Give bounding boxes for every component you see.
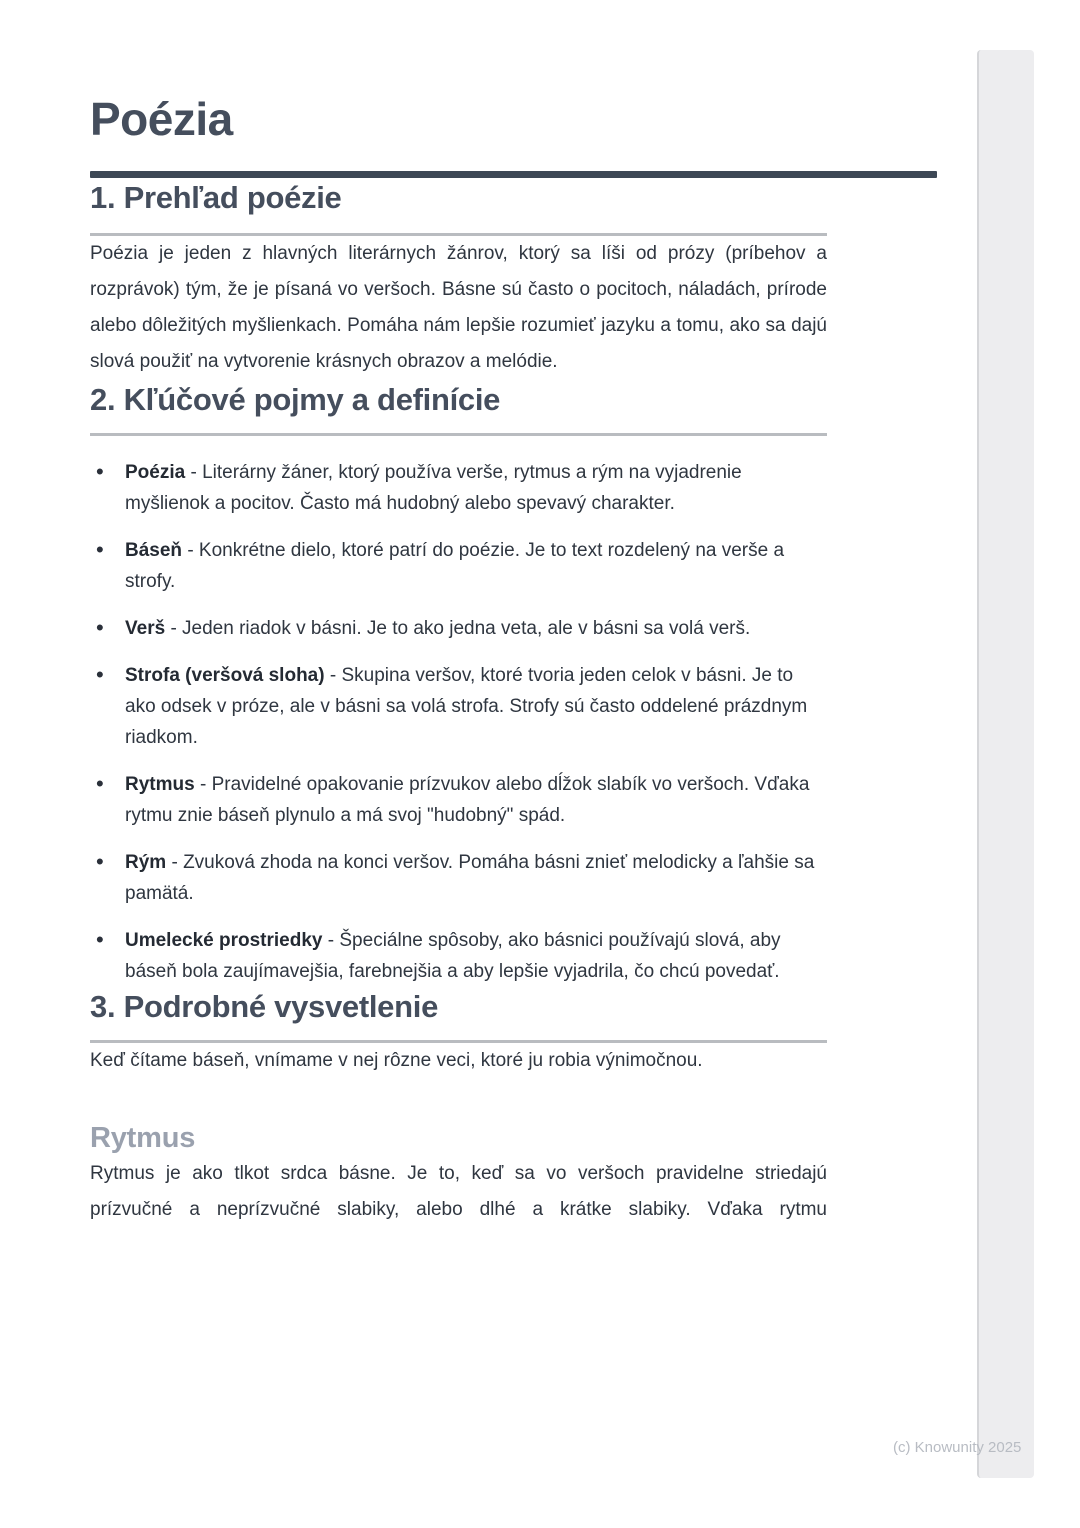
list-item-basen — [90, 535, 827, 597]
section-2-heading: 2. Kľúčové pojmy a definície — [90, 382, 501, 417]
adjacent-page-edge[interactable] — [977, 50, 1034, 1478]
term-label: Strofa (veršová sloha) — [125, 665, 325, 686]
term-definition: - Zvuková zhoda na konci veršov. Pomáha básni znieť melodicky a ľahšie sa pamätá. — [125, 852, 815, 904]
term-label: Rytmus — [125, 774, 195, 795]
page-title: Poézia — [90, 93, 233, 145]
section-1-heading: 1. Prehľad poézie — [90, 180, 342, 215]
list-item-umelecke-prostriedky — [90, 925, 827, 987]
terms-list — [90, 457, 827, 987]
list-item-vers — [90, 613, 827, 644]
title-divider — [90, 171, 937, 178]
section-3-heading: 3. Podrobné vysvetlenie — [90, 989, 439, 1024]
term-definition: - Skupina veršov, ktoré tvoria jeden celok v básni. Je to ako odsek v próze, ale v básni sa volá strofa. Strofy sú často oddelené prázdnym riadkom. — [125, 665, 808, 748]
term-label: Poézia — [125, 462, 186, 483]
section-3-intro: Keď čítame báseň, vnímame v nej rôzne veci, ktoré ju robia výnimočnou. — [90, 1050, 703, 1071]
list-item-rym — [90, 847, 827, 909]
term-definition: - Pravidelné opakovanie prízvukov alebo dĺžok slabík vo veršoch. Vďaka rytmu znie báseň plynulo a má svoj "hudobný" spád. — [125, 774, 810, 826]
term-label: Umelecké prostriedky — [125, 930, 323, 951]
term-label: Rým — [125, 852, 167, 873]
term-label: Báseň — [125, 540, 183, 561]
term-definition: - Literárny žáner, ktorý používa verše, rytmus a rým na vyjadrenie myšlienok a pocitov. Často má hudobný alebo spevavý charakter. — [125, 462, 742, 514]
list-item-rytmus — [90, 769, 827, 831]
document-content — [90, 0, 827, 1228]
section-2-divider — [90, 433, 827, 436]
list-item-strofa — [90, 660, 827, 753]
term-definition: - Jeden riadok v básni. Je to ako jedna veta, ale v básni sa volá verš. — [170, 618, 751, 639]
term-definition: - Konkrétne dielo, ktoré patrí do poézie. Je to text rozdelený na verše a strofy. — [125, 540, 785, 592]
subsection-rytmus-paragraph: Rytmus je ako tlkot srdca básne. Je to, keď sa vo veršoch pravidelne striedajú prízvučné a neprízvučné slabiky, alebo dlhé a krátke slabiky. Vďaka rytmu — [90, 1163, 827, 1220]
section-1-paragraph: Poézia je jeden z hlavných literárnych žánrov, ktorý sa líši od prózy (príbehov a rozprávok) tým, že je písaná vo veršoch. Básne sú často o pocitoch, náladách, prírode alebo dôležitých myšlienkach. Pomáha nám lepšie rozumieť jazyku a tomu, ako sa dajú slová použiť na vytvorenie krásnych obrazov a melódie. — [90, 243, 827, 372]
copyright-watermark: (c) Knowunity 2025 — [893, 1439, 1022, 1456]
term-definition: - Špeciálne spôsoby, ako básnici používajú slová, aby báseň bola zaujímavejšia, farebnejšia a aby lepšie vyjadrila, čo chcú povedať. — [125, 930, 781, 982]
list-item-poezia — [90, 457, 827, 519]
subsection-rytmus-heading: Rytmus — [90, 1122, 196, 1154]
term-label: Verš — [125, 618, 166, 639]
